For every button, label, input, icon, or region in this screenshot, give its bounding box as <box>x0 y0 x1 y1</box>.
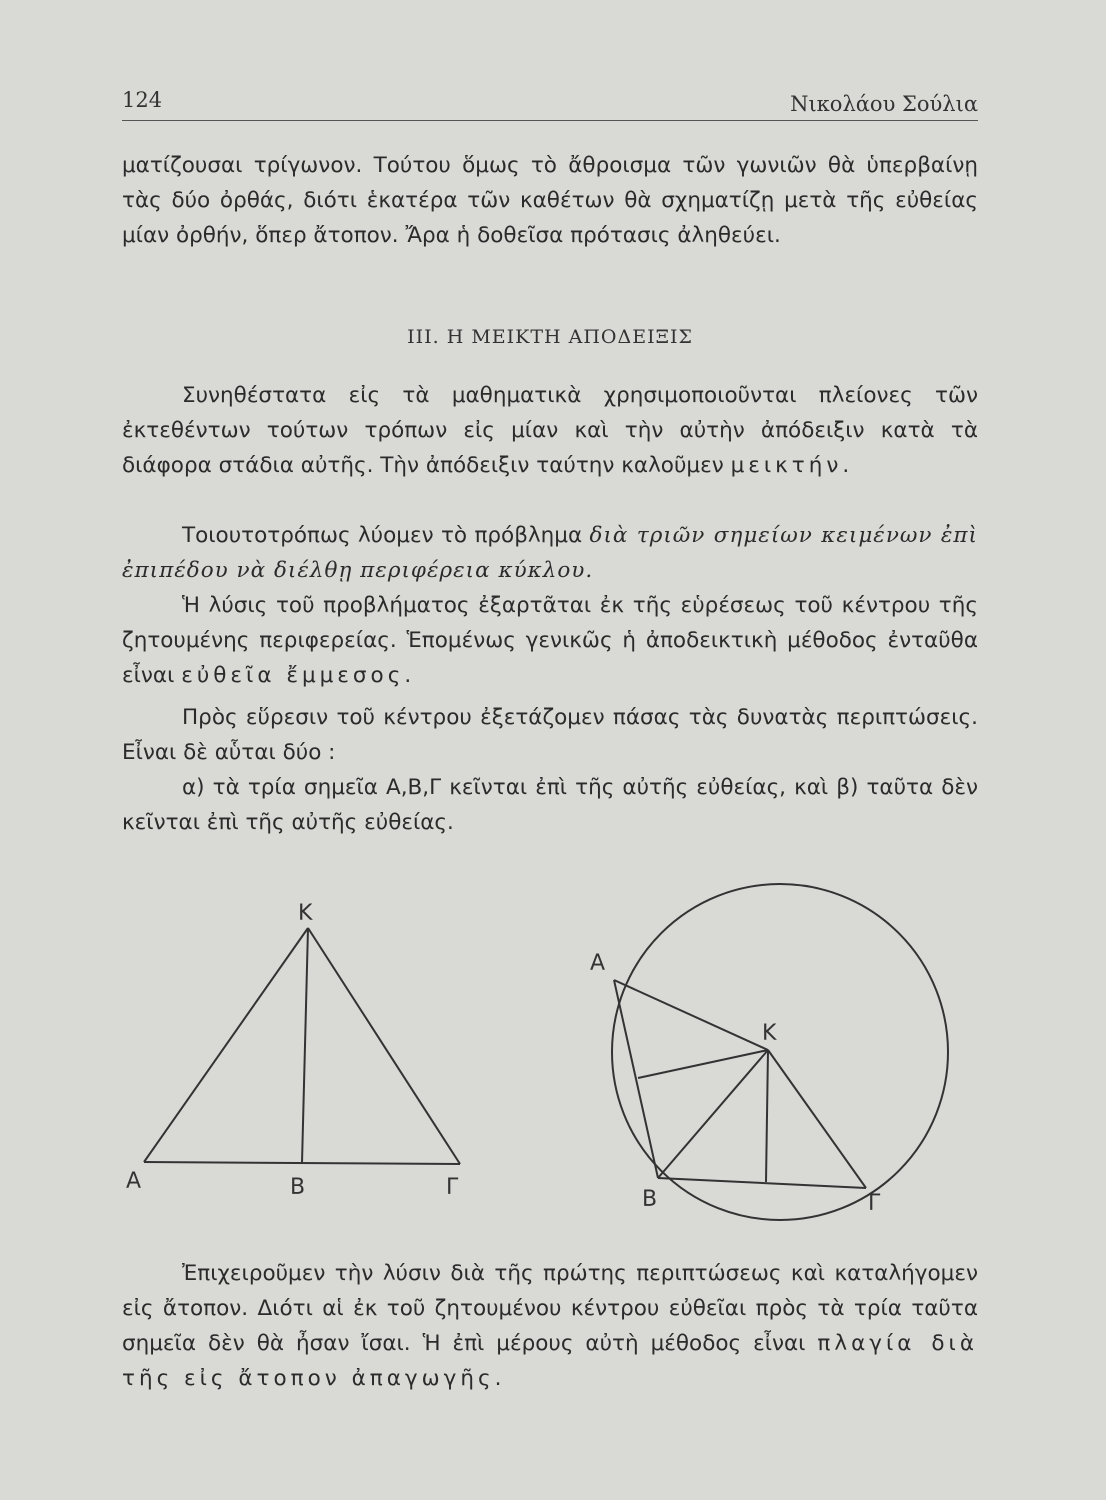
figure-circle <box>570 870 990 1230</box>
label-circle-k: Κ <box>762 1021 777 1046</box>
paragraph-2-text: Συνηθέστατα εἰς τὰ μαθηματικὰ χρησιμοποιοῦνται πλείονες τῶν ἐκτεθέντων τούτων τρόπων εἰς μίαν καὶ τὴν αὐτὴν ἀπόδειξιν κατὰ τὰ διάφορα στάδια αὐτῆς. Τὴν ἀπόδειξιν ταύτην καλοῦμεν <box>122 383 978 478</box>
segment-ak <box>614 980 768 1050</box>
problem-statement: διὰ τριῶν σημείων κειμένων ἐπὶ ἐπιπέδου νὰ διέλθῃ περιφέρεια κύκλου. <box>122 523 978 583</box>
paragraph-7 <box>122 1256 978 1396</box>
segment-ab <box>614 980 658 1178</box>
segment-bg <box>658 1178 866 1188</box>
paragraph-7-text: Ἐπιχειροῦμεν τὴν λύσιν διὰ τῆς πρώτης περιπτώσεως καὶ καταλήγομεν εἰς ἄτοπον. Διότι αἱ ἐκ τοῦ ζητουμένου κέντρου εὐθεῖαι πρὸς τὰ τρία ταῦτα σημεῖα δὲν θὰ ἦσαν ἴσαι. Ἡ ἐπὶ μέρους αὐτὴ μέθοδος εἶναι <box>122 1261 978 1356</box>
paragraph-3 <box>122 518 978 588</box>
term-direct-indirect: εὐθεῖα ἔμμεσος. <box>181 663 416 688</box>
page-number: 124 <box>122 88 163 112</box>
page-header <box>122 84 978 121</box>
paragraph-4-text: Ἡ λύσις τοῦ προβλήματος ἐξαρτᾶται ἐκ τῆς εὑρέσεως τοῦ κέντρου τῆς ζητουμένης περιφερείας. Ἑπομένως γενικῶς ἡ ἀποδεικτικὴ μέθοδος ἐνταῦθα εἶναι <box>122 593 978 688</box>
label-b: Β <box>290 1175 306 1200</box>
side-ka <box>144 928 308 1162</box>
segment-kg <box>768 1050 866 1188</box>
side-kg <box>308 928 460 1164</box>
circumcircle <box>612 884 948 1220</box>
running-title: Νικολάου Σούλια <box>790 92 978 116</box>
label-circle-g: Γ <box>868 1191 881 1216</box>
paragraph-1: ματίζουσαι τρίγωνον. Τούτου ὅμως τὸ ἄθροισμα τῶν γωνιῶν θὰ ὑπερβαίνῃ τὰς δύο ὀρθάς, διότι ἑκατέρα τῶν καθέτων θὰ σχηματίζῃ μετὰ τῆς εὐθείας μίαν ὀρθήν, ὅπερ ἄτοπον. Ἄρα ἡ δοθεῖσα πρότασις ἀληθεύει. <box>122 153 978 248</box>
label-circle-b: Β <box>642 1187 658 1212</box>
term-mixed: μεικτήν. <box>730 453 854 478</box>
paragraph-4 <box>122 588 978 693</box>
perpendicular-bg <box>766 1050 768 1182</box>
paragraph-3-text: Τοιουτοτρόπως λύομεν τὸ πρόβλημα <box>182 523 583 548</box>
label-circle-a: Α <box>590 951 606 976</box>
term-oblique: πλαγία διὰ τῆς εἰς ἄτοπον ἀπαγωγῆς. <box>122 1331 978 1391</box>
label-k: Κ <box>298 901 313 926</box>
paragraph-6: α) τὰ τρία σημεῖα Α,Β,Γ κεῖνται ἐπὶ τῆς αὐτῆς εὐθείας, καὶ β) ταῦτα δὲν κεῖνται ἐπὶ τῆς αὐτῆς εὐθείας. <box>122 775 978 835</box>
paragraph-5: Πρὸς εὕρεσιν τοῦ κέντρου ἐξετάζομεν πάσας τὰς δυνατὰς περιπτώσεις. Εἶναι δὲ αὗται δύο : <box>122 705 978 765</box>
figure-triangle <box>110 890 490 1210</box>
label-a: Α <box>126 1169 142 1194</box>
altitude-kb <box>302 928 308 1163</box>
section-heading: III. Η ΜΕΙΚΤΗ ΑΠΟΔΕΙΞΙΣ <box>407 326 693 348</box>
paragraph-2 <box>122 378 978 483</box>
label-g: Γ <box>446 1175 459 1200</box>
